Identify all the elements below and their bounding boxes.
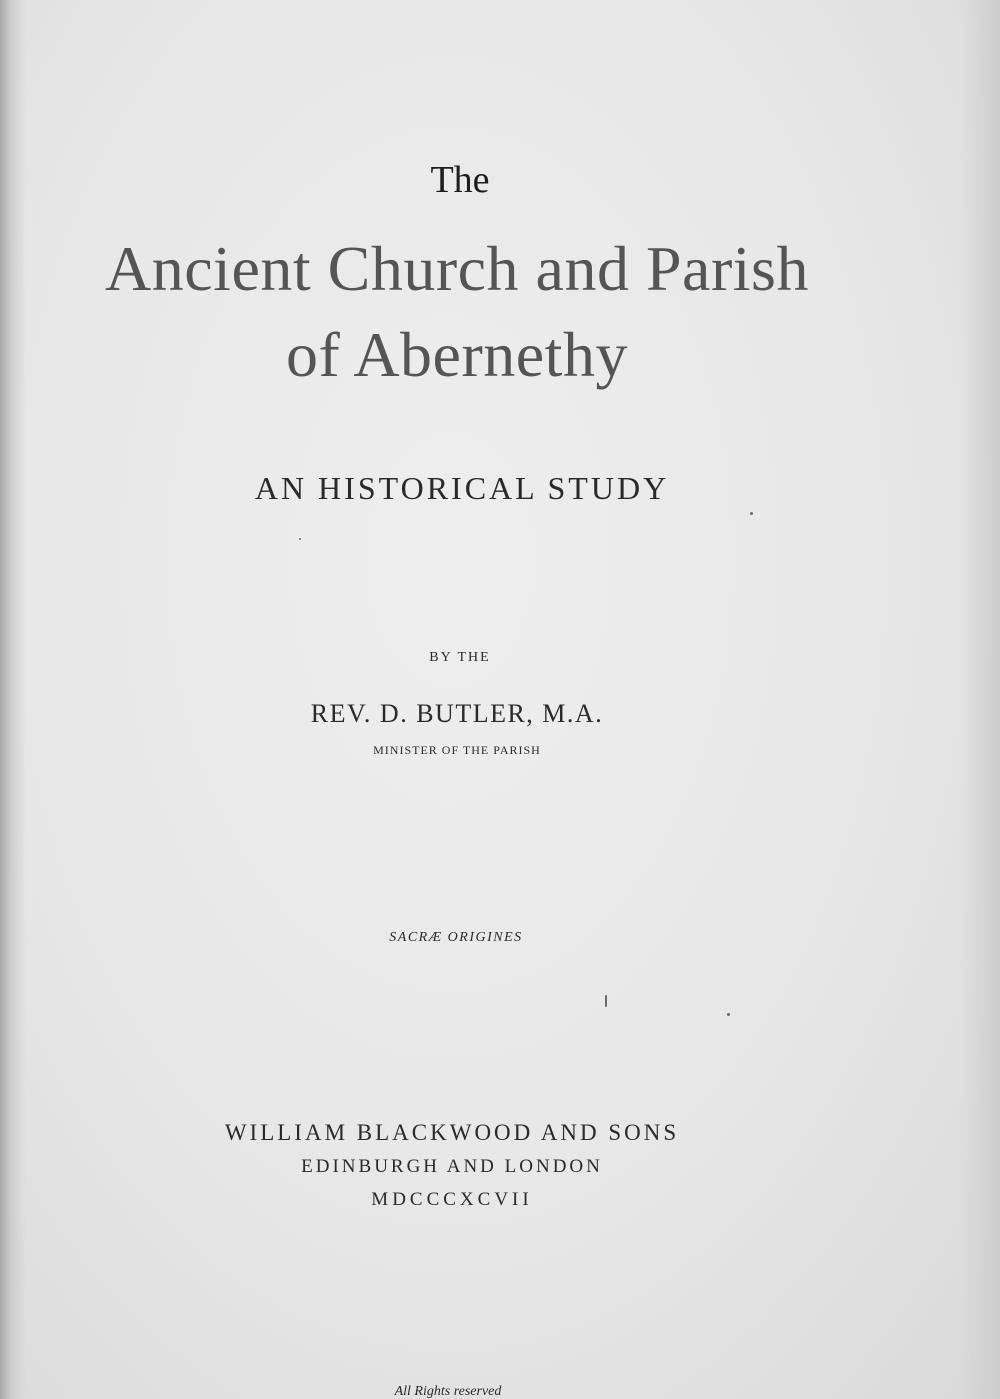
- main-title-line-2: of Abernethy: [286, 319, 628, 390]
- author-name: REV. D. BUTLER, M.A.: [310, 699, 604, 728]
- motto: SACRÆ ORIGINES: [389, 930, 523, 945]
- paper-speck: [299, 538, 301, 540]
- rights-notice: All Rights reserved: [394, 1384, 502, 1399]
- publisher-places: EDINBURGH AND LONDON: [301, 1156, 603, 1177]
- author-role: MINISTER OF THE PARISH: [373, 743, 541, 757]
- paper-speck: [727, 1013, 730, 1016]
- publisher-name: WILLIAM BLACKWOOD AND SONS: [224, 1120, 680, 1145]
- page-edge-shadow: [960, 0, 1000, 1399]
- paper-speck: [605, 995, 607, 1007]
- subtitle: AN HISTORICAL STUDY: [254, 470, 670, 506]
- by-line: BY THE: [429, 650, 491, 665]
- main-title-line-1: Ancient Church and Parish: [105, 233, 809, 304]
- paper-speck: [750, 512, 753, 515]
- title-article: The: [430, 159, 490, 201]
- publication-year: MDCCCXCVII: [371, 1189, 533, 1210]
